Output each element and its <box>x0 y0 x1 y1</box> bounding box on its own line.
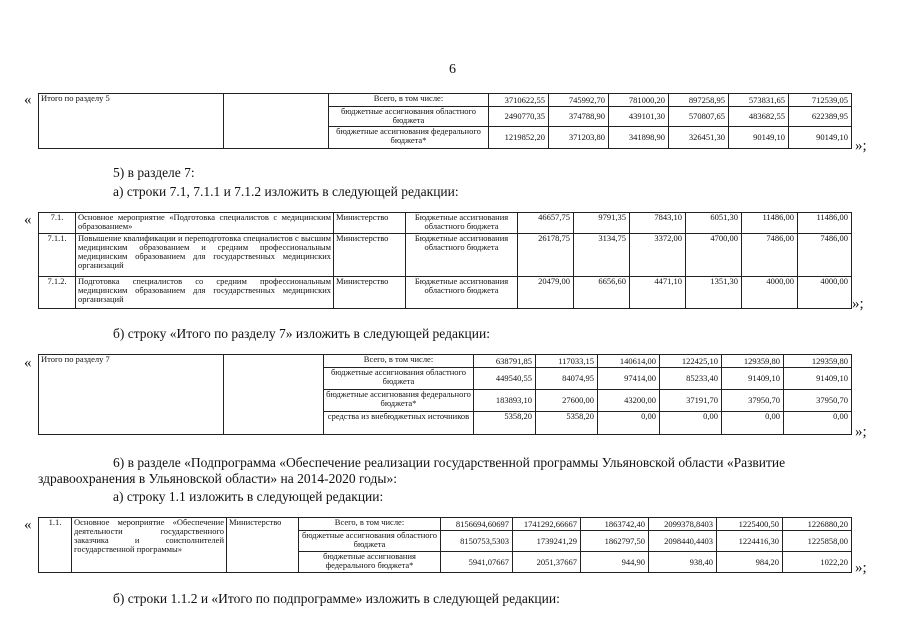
row-source: Бюджетные ассигнования областного бюджета <box>406 234 518 277</box>
row-name: Подготовка специалистов со средним профессиональным медицинским образованием для государственных медицинских организаций <box>76 277 334 309</box>
cell-value: 938,40 <box>649 552 717 573</box>
cell-value: 0,00 <box>784 412 852 435</box>
cell-value: 8150753,5303 <box>441 531 513 552</box>
row-label: Итого по разделу 7 <box>39 355 224 435</box>
cell-value: 85233,40 <box>660 368 722 390</box>
cell-label: бюджетные ассигнования областного бюджета <box>324 368 474 390</box>
close-quote: »; <box>852 296 864 312</box>
cell-label: Всего, в том числе: <box>299 518 441 531</box>
cell-label: Всего, в том числе: <box>329 94 489 107</box>
cell-value: 483682,55 <box>729 107 789 127</box>
row-executor: Министерство <box>334 234 406 277</box>
cell-label: Всего, в том числе: <box>324 355 474 368</box>
cell-value: 90149,10 <box>789 127 852 149</box>
open-quote: « <box>24 355 32 371</box>
cell-value: 97414,00 <box>598 368 660 390</box>
section7-rows-table <box>38 212 852 309</box>
row-label: Итого по разделу 5 <box>39 94 224 149</box>
row-number: 7.1. <box>39 213 76 234</box>
table-row <box>39 94 852 107</box>
cell-value: 449540,55 <box>474 368 536 390</box>
cell-value: 9791,35 <box>574 213 630 234</box>
cell-value: 122425,10 <box>660 355 722 368</box>
cell-value: 4471,10 <box>630 277 686 309</box>
cell-value: 43200,00 <box>598 390 660 412</box>
paragraph: здравоохранения в Ульяновской области» на 2014-2020 годы»: <box>38 471 397 486</box>
cell-value: 91409,10 <box>784 368 852 390</box>
cell-value: 1224416,30 <box>717 531 783 552</box>
subprogram-table <box>38 517 852 573</box>
cell-value: 1741292,66667 <box>513 518 581 531</box>
table-row <box>39 234 852 277</box>
cell-value: 7486,00 <box>742 234 798 277</box>
cell-value: 4700,00 <box>686 234 742 277</box>
cell-value: 37950,70 <box>722 390 784 412</box>
cell-value: 1351,30 <box>686 277 742 309</box>
close-quote: »; <box>855 138 867 154</box>
cell-value: 371203,80 <box>549 127 609 149</box>
section5-total-table <box>38 93 852 149</box>
paragraph: б) строку «Итого по разделу 7» изложить в следующей редакции: <box>113 326 490 341</box>
cell-value: 5358,20 <box>474 412 536 435</box>
cell-value: 91409,10 <box>722 368 784 390</box>
cell-value: 439101,30 <box>609 107 669 127</box>
cell-value: 7843,10 <box>630 213 686 234</box>
cell-value: 90149,10 <box>729 127 789 149</box>
cell-value: 0,00 <box>598 412 660 435</box>
row-name: Основное мероприятие «Обеспечение деятельности государственного заказчика и соисполнителей государственной программы» <box>72 518 227 573</box>
cell-value: 2490770,35 <box>489 107 549 127</box>
cell-value: 3710622,55 <box>489 94 549 107</box>
cell-value: 6656,60 <box>574 277 630 309</box>
cell-value: 326451,30 <box>669 127 729 149</box>
cell-value: 1022,20 <box>783 552 852 573</box>
row-name: Повышение квалификации и переподготовка специалистов с высшим медицинским образованием и средним профессиональным медицинским образованием для государственных медицинских организаций <box>76 234 334 277</box>
cell-value: 6051,30 <box>686 213 742 234</box>
cell-label: средства из внебюджетных источников <box>324 412 474 435</box>
cell-value: 1225400,50 <box>717 518 783 531</box>
row-source: Бюджетные ассигнования областного бюджета <box>406 277 518 309</box>
cell-value: 3372,00 <box>630 234 686 277</box>
cell-value: 117033,15 <box>536 355 598 368</box>
cell-value: 712539,05 <box>789 94 852 107</box>
cell-value: 8156694,60697 <box>441 518 513 531</box>
table-row <box>39 518 852 531</box>
cell-value: 984,20 <box>717 552 783 573</box>
cell-value: 0,00 <box>722 412 784 435</box>
open-quote: « <box>24 212 32 228</box>
page-number: 6 <box>449 62 456 77</box>
paragraph: 5) в разделе 7: <box>113 165 195 180</box>
close-quote: »; <box>855 424 867 440</box>
cell-value: 183893,10 <box>474 390 536 412</box>
cell-value: 622389,95 <box>789 107 852 127</box>
cell-value: 944,90 <box>581 552 649 573</box>
close-quote: »; <box>855 560 867 576</box>
paragraph: а) строку 1.1 изложить в следующей редакции: <box>113 489 384 504</box>
cell-value: 5941,07667 <box>441 552 513 573</box>
cell-value: 374788,90 <box>549 107 609 127</box>
cell-value: 4000,00 <box>742 277 798 309</box>
cell-value: 37191,70 <box>660 390 722 412</box>
cell-value: 638791,85 <box>474 355 536 368</box>
cell-value: 46657,75 <box>518 213 574 234</box>
cell-value: 341898,90 <box>609 127 669 149</box>
cell-value: 11486,00 <box>742 213 798 234</box>
section7-total-table <box>38 354 852 435</box>
cell-value: 129359,80 <box>784 355 852 368</box>
cell-value: 1219852,20 <box>489 127 549 149</box>
cell-value: 573831,65 <box>729 94 789 107</box>
cell-value: 4000,00 <box>798 277 852 309</box>
cell-value: 27600,00 <box>536 390 598 412</box>
cell-label: бюджетные ассигнования федерального бюджета* <box>329 127 489 149</box>
row-number: 1.1. <box>39 518 72 573</box>
open-quote: « <box>24 92 32 108</box>
cell-value: 897258,95 <box>669 94 729 107</box>
cell-value: 0,00 <box>660 412 722 435</box>
cell-value: 7486,00 <box>798 234 852 277</box>
cell-label: бюджетные ассигнования федерального бюджета* <box>324 390 474 412</box>
row-number: 7.1.1. <box>39 234 76 277</box>
cell-value: 11486,00 <box>798 213 852 234</box>
row-executor: Министерство <box>334 277 406 309</box>
row-source: Бюджетные ассигнования областного бюджета <box>406 213 518 234</box>
cell-value: 129359,80 <box>722 355 784 368</box>
paragraph: б) строки 1.1.2 и «Итого по подпрограмме» изложить в следующей редакции: <box>113 591 560 606</box>
cell-label: бюджетные ассигнования федерального бюджета* <box>299 552 441 573</box>
cell-label: бюджетные ассигнования областного бюджета <box>299 531 441 552</box>
cell-value: 2099378,8403 <box>649 518 717 531</box>
cell-value: 1863742,40 <box>581 518 649 531</box>
cell-value: 781000,20 <box>609 94 669 107</box>
row-number: 7.1.2. <box>39 277 76 309</box>
table-row <box>39 213 852 234</box>
cell-value: 37950,70 <box>784 390 852 412</box>
paragraph: а) строки 7.1, 7.1.1 и 7.1.2 изложить в следующей редакции: <box>113 184 459 199</box>
cell-value: 3134,75 <box>574 234 630 277</box>
row-executor: Министерство <box>227 518 299 573</box>
cell-value: 140614,00 <box>598 355 660 368</box>
cell-value: 1225858,00 <box>783 531 852 552</box>
table-row <box>39 277 852 309</box>
row-executor: Министерство <box>334 213 406 234</box>
cell-value: 5358,20 <box>536 412 598 435</box>
open-quote: « <box>24 517 32 533</box>
cell-value: 20479,00 <box>518 277 574 309</box>
cell-value: 26178,75 <box>518 234 574 277</box>
cell-value: 1862797,50 <box>581 531 649 552</box>
cell-label: бюджетные ассигнования областного бюджета <box>329 107 489 127</box>
cell-value: 2098440,4403 <box>649 531 717 552</box>
row-name: Основное мероприятие «Подготовка специалистов с медицинским образованием» <box>76 213 334 234</box>
cell-value: 84074,95 <box>536 368 598 390</box>
paragraph: 6) в разделе «Подпрограмма «Обеспечение реализации государственной программы Ульяновской области «Развитие <box>113 455 786 470</box>
cell-value: 570807,65 <box>669 107 729 127</box>
cell-value: 745992,70 <box>549 94 609 107</box>
cell-value: 1226880,20 <box>783 518 852 531</box>
cell-value: 2051,37667 <box>513 552 581 573</box>
cell-value: 1739241,29 <box>513 531 581 552</box>
table-row <box>39 355 852 368</box>
